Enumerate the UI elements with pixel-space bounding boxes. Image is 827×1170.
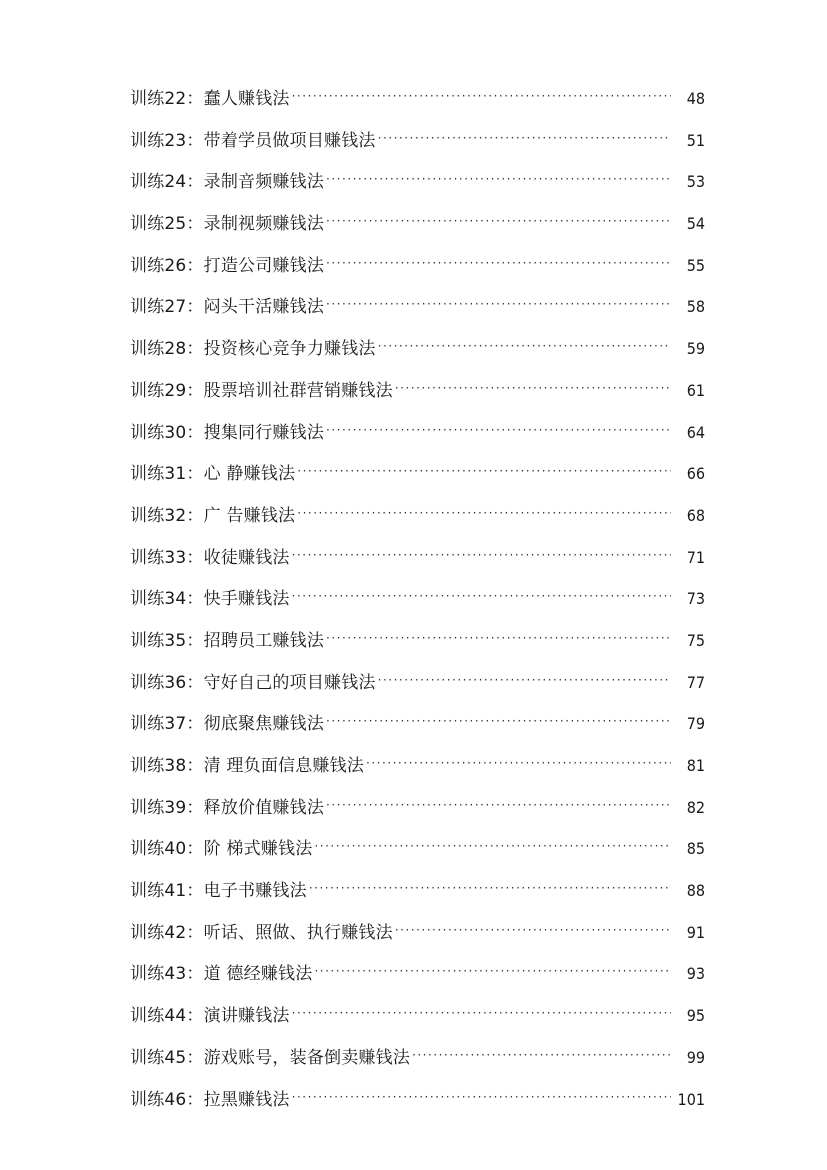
- toc-entry-title: 训练27：闷头干活赚钱法: [130, 297, 325, 318]
- toc-entry-page: 73: [686, 589, 705, 609]
- toc-entry-page: 82: [686, 797, 705, 817]
- toc-entry-page: 68: [686, 505, 705, 525]
- toc-dot-leader: [412, 1040, 671, 1070]
- toc-entry[interactable]: [130, 84, 705, 126]
- toc-dot-leader: [378, 665, 671, 695]
- toc-entry-page: 66: [686, 464, 705, 484]
- toc-entry-page: 55: [686, 255, 705, 275]
- toc-dot-leader: [314, 956, 671, 986]
- toc-entry[interactable]: [130, 709, 705, 751]
- toc-dot-leader: [292, 998, 671, 1028]
- toc-entry[interactable]: [130, 626, 705, 668]
- toc-entry[interactable]: [130, 584, 705, 626]
- toc-entry-title: 训练43：道 德经赚钱法: [130, 964, 313, 985]
- toc-dot-leader: [297, 498, 671, 528]
- toc-entry-title: 训练32：广 告赚钱法: [130, 505, 296, 526]
- toc-dot-leader: [326, 415, 671, 445]
- toc-entry[interactable]: [130, 1043, 705, 1085]
- toc-entry-page: 88: [686, 881, 705, 901]
- toc-entry-title: 训练45：游戏账号，装备倒卖赚钱法: [130, 1047, 411, 1068]
- toc-entry-title: 训练35：招聘员工赚钱法: [130, 630, 325, 651]
- toc-entry[interactable]: [130, 376, 705, 418]
- toc-dot-leader: [326, 790, 671, 820]
- toc-entry-title: 训练41：电子书赚钱法: [130, 881, 307, 902]
- toc-entry[interactable]: [130, 167, 705, 209]
- toc-entry-page: 91: [686, 922, 705, 942]
- toc-dot-leader: [292, 81, 671, 111]
- toc-entry-page: 101: [677, 1089, 705, 1109]
- toc-dot-leader: [326, 706, 671, 736]
- toc-entry-title: 训练30：搜集同行赚钱法: [130, 422, 325, 443]
- toc-dot-leader: [309, 873, 671, 903]
- toc-dot-leader: [395, 373, 671, 403]
- table-of-contents: [130, 84, 705, 1126]
- toc-entry-title: 训练33：收徒赚钱法: [130, 547, 290, 568]
- toc-entry[interactable]: [130, 418, 705, 460]
- toc-dot-leader: [297, 456, 671, 486]
- toc-dot-leader: [292, 1082, 671, 1112]
- toc-dot-leader: [314, 831, 671, 861]
- toc-dot-leader: [326, 289, 671, 319]
- toc-entry-title: 训练46：拉黑赚钱法: [130, 1089, 290, 1110]
- toc-entry-page: 59: [686, 339, 705, 359]
- toc-entry-page: 79: [686, 714, 705, 734]
- toc-entry-page: 81: [686, 756, 705, 775]
- toc-entry-page: 85: [686, 839, 705, 859]
- toc-entry[interactable]: [130, 334, 705, 376]
- toc-entry-page: 53: [686, 172, 705, 192]
- toc-entry[interactable]: [130, 501, 705, 543]
- toc-entry-title: 训练36：守好自己的项目赚钱法: [130, 672, 376, 693]
- toc-entry-page: 58: [686, 297, 705, 317]
- toc-entry-page: 93: [686, 964, 705, 984]
- toc-entry-page: 54: [686, 214, 705, 234]
- toc-entry[interactable]: [130, 668, 705, 710]
- toc-entry[interactable]: [130, 126, 705, 168]
- toc-entry-title: 训练26：打造公司赚钱法: [130, 255, 325, 276]
- toc-entry[interactable]: [130, 876, 705, 918]
- toc-entry[interactable]: [130, 209, 705, 251]
- toc-entry-page: 99: [686, 1047, 705, 1067]
- toc-dot-leader: [378, 331, 671, 361]
- toc-entry-title: 训练38：清 理负面信息赚钱法: [130, 756, 365, 776]
- toc-entry-title: 训练37：彻底聚焦赚钱法: [130, 714, 325, 735]
- toc-entry-page: 64: [686, 422, 705, 442]
- toc-entry-title: 训练42：听话、照做、执行赚钱法: [130, 922, 393, 943]
- toc-entry-title: 训练22：蠢人赚钱法: [130, 89, 290, 109]
- toc-entry-title: 训练24：录制音频赚钱法: [130, 172, 325, 193]
- toc-entry[interactable]: [130, 1085, 705, 1127]
- toc-entry-title: 训练28：投资核心竞争力赚钱法: [130, 339, 376, 360]
- toc-dot-leader: [366, 748, 671, 778]
- toc-dot-leader: [395, 915, 671, 945]
- toc-entry[interactable]: [130, 251, 705, 293]
- toc-entry-title: 训练23：带着学员做项目赚钱法: [130, 130, 376, 151]
- toc-entry-page: 48: [686, 89, 705, 108]
- toc-entry-title: 训练29：股票培训社群营销赚钱法: [130, 380, 393, 401]
- toc-entry-title: 训练40：阶 梯式赚钱法: [130, 839, 313, 860]
- toc-dot-leader: [326, 623, 671, 653]
- toc-dot-leader: [292, 581, 671, 611]
- toc-entry-title: 训练34：快手赚钱法: [130, 589, 290, 610]
- toc-entry[interactable]: [130, 751, 705, 793]
- toc-dot-leader: [378, 123, 671, 153]
- toc-entry[interactable]: [130, 1001, 705, 1043]
- toc-dot-leader: [326, 248, 671, 278]
- toc-dot-leader: [326, 164, 671, 194]
- toc-entry[interactable]: [130, 292, 705, 334]
- toc-entry[interactable]: [130, 918, 705, 960]
- toc-entry-page: 95: [686, 1006, 705, 1026]
- toc-entry[interactable]: [130, 959, 705, 1001]
- toc-entry-title: 训练31：心 静赚钱法: [130, 464, 296, 485]
- toc-entry-page: 61: [686, 380, 705, 400]
- toc-entry[interactable]: [130, 834, 705, 876]
- toc-dot-leader: [326, 206, 671, 236]
- toc-entry[interactable]: [130, 459, 705, 501]
- toc-entry-page: 71: [686, 547, 705, 567]
- toc-entry-page: 51: [686, 130, 705, 150]
- toc-entry[interactable]: [130, 793, 705, 835]
- toc-entry[interactable]: [130, 543, 705, 585]
- toc-entry-title: 训练25：录制视频赚钱法: [130, 214, 325, 235]
- toc-entry-page: 75: [686, 630, 705, 650]
- toc-entry-page: 77: [686, 672, 705, 692]
- toc-entry-title: 训练44：演讲赚钱法: [130, 1006, 290, 1027]
- toc-dot-leader: [292, 540, 671, 570]
- toc-entry-title: 训练39：释放价值赚钱法: [130, 797, 325, 818]
